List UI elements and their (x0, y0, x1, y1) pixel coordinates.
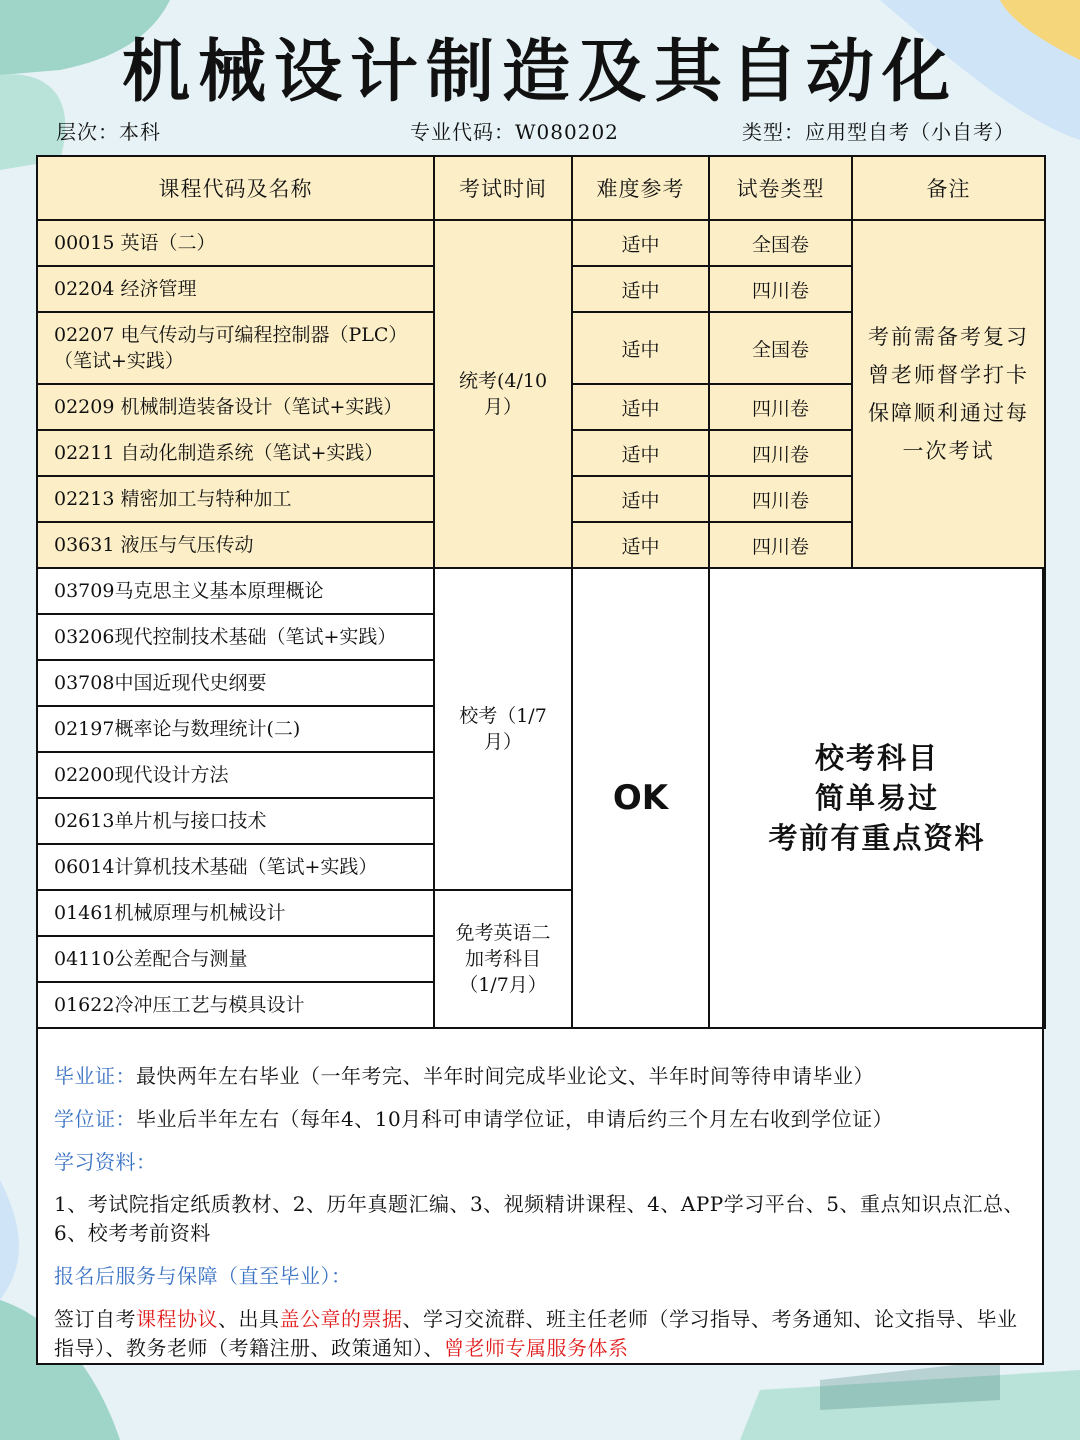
course-paper-type: 四川卷 (709, 476, 852, 522)
course-difficulty: 适中 (572, 384, 709, 430)
course-difficulty: 适中 (572, 430, 709, 476)
course-name: 03206现代控制技术基础（笔试+实践） (37, 614, 434, 660)
table-header-row (37, 156, 1045, 220)
school-exam-time-text: 校考（1/7月） (459, 705, 547, 753)
level-label: 层次：本科 (56, 120, 161, 144)
course-difficulty: 适中 (572, 312, 709, 384)
materials-text: 1、考试院指定纸质教材、2、历年真题汇编、3、视频精讲课程、4、APP学习平台、5、重点知识点汇总、6、校考考前资料 (54, 1192, 1024, 1245)
degree-text: 毕业后半年左右（每年4、10月科可申请学位证，申请后约三个月左右收到学位证） (136, 1107, 894, 1131)
school-difficulty (572, 568, 709, 1028)
header-time: 考试时间 (434, 156, 572, 220)
course-name: 01622冷冲压工艺与模具设计 (37, 982, 434, 1028)
course-name: 02197概率论与数理统计(二) (37, 706, 434, 752)
unified-note-line: 考前需备考复习 (868, 325, 1029, 349)
exam-type-label: 类型：应用型自考（小自考） (742, 120, 1015, 144)
service-text-part: 、出具 (218, 1307, 280, 1331)
course-name: 03631 液压与气压传动 (37, 522, 434, 568)
unified-note-line: 曾老师督学打卡 (868, 363, 1029, 387)
materials-label: 学习资料： (54, 1150, 157, 1174)
course-table (36, 155, 1046, 1029)
school-note-line: 校考科目 (814, 741, 939, 775)
degree-info (54, 1105, 1024, 1134)
service-label-row (54, 1262, 1024, 1291)
header-course: 课程代码及名称 (37, 156, 434, 220)
unified-note-line: 一次考试 (902, 439, 995, 463)
table-row (37, 220, 1045, 266)
school-exam-time (434, 568, 572, 890)
course-name: 02204 经济管理 (37, 266, 434, 312)
school-note-line: 考前有重点资料 (768, 821, 986, 855)
course-name: 01461机械原理与机械设计 (37, 890, 434, 936)
diploma-text: 最快两年左右毕业（一年考完、半年时间完成毕业论文、半年时间等待申请毕业） (136, 1064, 874, 1088)
service-label: 报名后服务与保障（直至毕业）： (54, 1264, 352, 1288)
header-note: 备注 (852, 156, 1045, 220)
course-paper-type: 四川卷 (709, 266, 852, 312)
unified-note-line: 保障顺利通过每 (868, 401, 1029, 425)
school-note-line: 简单易过 (814, 781, 939, 815)
course-name: 03709马克思主义基本原理概论 (37, 568, 434, 614)
table-row (37, 568, 1045, 614)
course-name: 02207 电气传动与可编程控制器（PLC）（笔试+实践） (37, 312, 434, 384)
difficulty-ok: OK (612, 778, 669, 818)
course-name: 02213 精密加工与特种加工 (37, 476, 434, 522)
header-paper: 试卷类型 (709, 156, 852, 220)
course-name: 06014计算机技术基础（笔试+实践） (37, 844, 434, 890)
course-difficulty: 适中 (572, 522, 709, 568)
course-paper-type: 四川卷 (709, 522, 852, 568)
course-name: 02211 自动化制造系统（笔试+实践） (37, 430, 434, 476)
school-note (709, 568, 1045, 1028)
diploma-info (54, 1062, 1024, 1091)
header-difficulty: 难度参考 (572, 156, 709, 220)
course-name: 00015 英语（二） (37, 220, 434, 266)
course-name: 02209 机械制造装备设计（笔试+实践） (37, 384, 434, 430)
extra-exam-time (434, 890, 572, 1028)
unified-note (852, 220, 1045, 568)
major-code-label: 专业代码：W080202 (410, 120, 619, 144)
service-text (54, 1305, 1024, 1363)
course-name: 02613单片机与接口技术 (37, 798, 434, 844)
course-difficulty: 适中 (572, 220, 709, 266)
course-difficulty: 适中 (572, 266, 709, 312)
extra-exam-time-text: 免考英语二加考科目（1/7月） (455, 922, 551, 996)
materials-label-row (54, 1148, 1024, 1177)
diploma-label: 毕业证： (54, 1064, 136, 1088)
service-text-part: 、学习交流群、班主任老师（学习指导、考务通知、论文指导、毕业指导）、教务老师（考籍注册、政策通知）、 (54, 1307, 1018, 1360)
service-text-part: 签订自考 (54, 1307, 136, 1331)
unified-exam-time (434, 220, 572, 568)
course-difficulty: 适中 (572, 476, 709, 522)
course-paper-type: 四川卷 (709, 430, 852, 476)
course-name: 03708中国近现代史纲要 (37, 660, 434, 706)
course-name: 02200现代设计方法 (37, 752, 434, 798)
course-name: 04110公差配合与测量 (37, 936, 434, 982)
unified-exam-time-text: 统考(4/10月） (458, 370, 548, 418)
course-paper-type: 四川卷 (709, 384, 852, 430)
page-title: 机械设计制造及其自动化 (121, 33, 958, 112)
service-highlight: 盖公章的票据 (279, 1307, 403, 1331)
degree-label: 学位证： (54, 1107, 136, 1131)
course-paper-type: 全国卷 (709, 220, 852, 266)
service-highlight: 课程协议 (136, 1307, 218, 1331)
service-highlight: 曾老师专属服务体系 (444, 1336, 629, 1360)
course-paper-type: 全国卷 (709, 312, 852, 384)
